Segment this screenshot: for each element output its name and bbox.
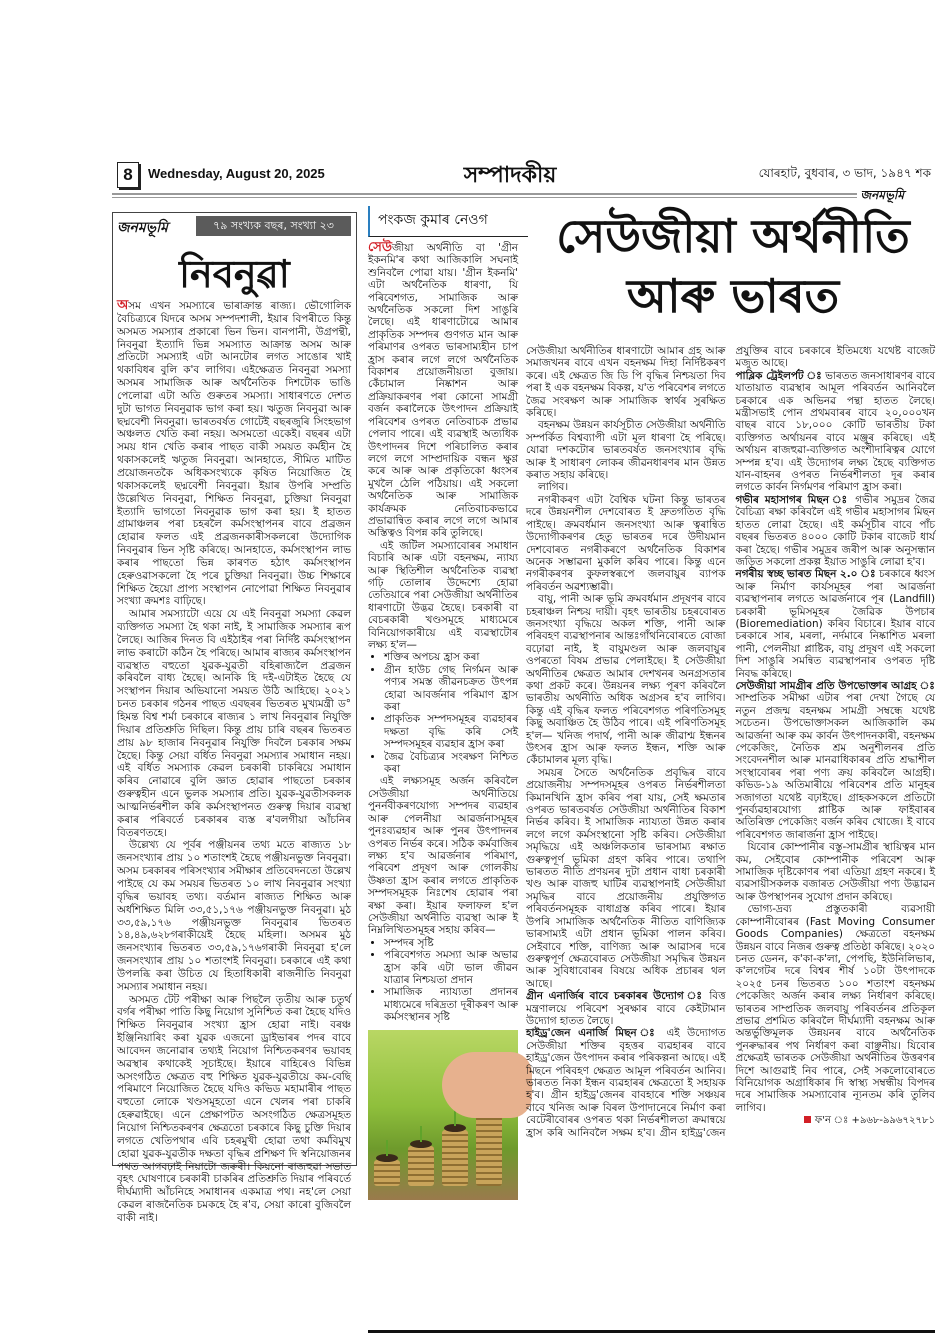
header-rule	[112, 193, 895, 195]
article-paragraph: যিবোৰ কোম্পানীৰ বস্তু-সামগ্ৰীৰ স্থায়িত্বৰ মান কম, সেইবোৰ কোম্পানীক পৰিবেশ আৰু সামাজিক দৃষ্টিকোণৰ পৰা এতিয়া গ্ৰহণ নকৰে। ই ব্যৱসায়ীসকলক বজাৰত সেউজীয়া পণ্য উদ্ভাৱন আৰু উপস্থাপনৰ সুযোগ প্ৰদান কৰিছে।	[735, 841, 935, 903]
article-paragraph: সেউজীয়া অৰ্থনীতিৰ ধাৰণাটো আমাৰ গ্ৰহ আৰু সমাজখনৰ বাবে এখন বহনক্ষম দিহা নিৰ্দিষ্টকৰণ কৰে। এই ক্ষেত্ৰত জি ডি পি বৃদ্ধিৰ নিশ্চয়তা দিব পৰা ই এক বহনক্ষম বিকল্প, য'ত পৰিবেশৰ লগতে জৈৱ সংৰক্ষণ আৰু সামাজিক স্বাৰ্থৰ সুৰক্ষিত কৰিছে।	[526, 345, 726, 420]
date-assamese: যোৰহাট, বুধবাৰ, ৩ ভাদ, ১৯৪৭ শক	[758, 166, 931, 180]
benefits-list	[368, 937, 518, 1024]
editorial-paragraph: উল্লেখ্য যে পূৰ্বৰ পঞ্জীয়নৰ তথ্য মতে ৰাজ্যত ১৮ জনসংখ্যাৰ প্ৰায় ১০ শতাংশই হৈছে পঞ্জীয়নভুক্ত নিবনুৱা। অসম চৰকাৰৰ পৰিসংখ্যাৰ সমীক্ষাৰ প্ৰতিবেদনতো উল্লেখ পাইছে যে কম সময়ৰ ভিতৰত ১০ লাখ নিবনুৱাৰ সংখ্যা বৃদ্ধিৰ ভয়াবহ তথ্য। বৰ্তমান ৰাজ্যত শিক্ষিত আৰু অৰ্ধশিক্ষিত মিলি ৩৩,৫১,১৭৬ পঞ্জীয়নভুক্ত নিবনুৱা। মুঠ ৩৩,৫৯,১৭৬ পঞ্জীয়নভুক্ত নিবনুৱাৰ ভিতৰত ১৪,৪৯,৬২৮গৰাকীয়েই হৈছে মহিলা। অসমৰ মুঠ জনসংখ্যাৰ ভিতৰত ৩৩,৫৯,১৭৬গৰাকী নিবনুৱা হ'লে জনসংখ্যাৰ প্ৰায় ১০ শতাংশই নিবনুৱা। চৰকাৰে এই কথা উপলব্ধি কৰা উচিত যে হিতাধিকাৰী ৰাজনীতি নিবনুৱা সমস্যাৰ সমাধান নহয়।	[117, 839, 351, 993]
red-square-icon	[804, 1116, 811, 1123]
page-number: 8	[117, 162, 139, 188]
editorial-body	[117, 298, 351, 1224]
article-paragraph: এই লক্ষ্যসমূহ অৰ্জন কৰিবলৈ সেউজীয়া অৰ্থনীতিয়ে পুনৰ্নবীকৰণযোগ্য সম্পদৰ ব্যৱহাৰ আৰু পেলনীয়া আৱৰ্জনাসমূহৰ পুনঃব্যৱহাৰ আৰু পুনৰ উৎপাদনৰ ওপৰত নিৰ্ভৰ কৰে। সঠিক কৰ্মবাজিৰ লক্ষ্য হ'ব আৱৰ্জনাৰ পৰিমাণ, পৰিবেশ প্ৰদূষণ আৰু গোলকীয় উষ্ণতা হ্ৰাস কৰাৰ লগতে প্ৰাকৃতিক সম্পদসমূহক নিঃশেষ হোৱাৰ পৰা ৰক্ষা কৰা। ইয়াৰ ফলাফল হ'ল সেউজীয়া অৰ্থনীতি ব্যৱস্থা আৰু ই নিম্নলিখিতসমূহৰ সহায় কৰিব—	[368, 775, 518, 937]
article-paragraph: বহনক্ষম উন্নয়ন কাৰ্যসূচীত সেউজীয়া অৰ্থনীতি সম্পৰ্কিত বিশ্বব্যাপী এটা মূল ধাৰণা হৈ পৰিছে। যোৱা দশকটোৰ ভাৰতবৰ্ষত জনসংখ্যাৰ বৃদ্ধি আৰু ই সাধাৰণ লোকৰ জীৱনধাৰণৰ মান উন্নত কৰাত সহায় কৰিছে।	[526, 419, 726, 482]
list-item: • প্ৰাকৃতিক সম্পদসমূহৰ ব্যৱহাৰৰ দক্ষতা বৃদ্ধি কৰি সেই সম্পদসমূহৰ ব্যৱহাৰ হ্ৰাস কৰা	[384, 713, 518, 750]
article-paragraph: এই জটিল সমস্যাবোৰৰ সমাধান বিচাৰি আৰু এটা বহনক্ষম, ন্যায্য আৰু স্থিতিশীল অৰ্থনৈতিক ব্যৱস্থা গঢ়ি তোলাৰ উদ্দেশ্যে হোৱা তেতিয়াৰে পৰা সেউজীয়া অৰ্থনীতিৰ ধাৰণাটো উদ্ভৱ হৈছে। চৰকাৰী বা বেচৰকাৰী খণ্ডসমূহে মাধ্যমেৰে বিনিয়োগকাৰীয়ে এই ব্যৱস্থাটোৰ লক্ষ্য হ'ল—	[368, 539, 518, 651]
subheading: নগৰীয় স্বচ্ছ ভাৰত মিছন ২.০ ঃ	[735, 568, 876, 581]
article-paragraph: গ্ৰীন এনাৰ্জিৰ বাবে চৰকাৰৰ উদ্যোগ ঃ বিত্ত মন্ত্ৰণালয়ে পৰিবেশ সুৰক্ষাৰ বাবে কেইটামান উদ্যোগ হাতত লৈছে।	[526, 990, 726, 1027]
article-paragraph: সেউজীয়া সামগ্ৰীৰ প্ৰতি উপভোক্তাৰ আগ্ৰহ ঃ সাম্প্ৰতিক সমীক্ষা এটাৰ পৰা দেখা গৈছে যে নতুন প্ৰজন্ম বহনক্ষম সামগ্ৰী সম্বন্ধে যথেষ্ট সচেতন। উপভোক্তাসকল আজিকালি কম আৱৰ্জনা আৰু কম কাৰ্বন উৎপাদনকাৰী, বহনক্ষম পেকেজিং, নৈতিক শ্ৰম অনুশীলনৰ প্ৰতি সংবেদনশীল আৰু মানৱাধিকাৰৰ প্ৰতি শ্ৰদ্ধাশীল সংস্থাবোৰৰ পৰা পণ্য ক্ৰয় কৰিবলৈ আগ্ৰহী। কভিড-১৯ অতিমাৰীয়ে পৰিবেশৰ প্ৰতি মানুহৰ সজাগতা যথেষ্ট বঢ়াইছে। গ্ৰাহকসকলে প্ৰতিটো পুনৰ্ব্যৱহাৰযোগ্য প্লাষ্টিক আৰু ফাইবাৰৰ অতিৰিক্ত পেকেজিং বৰ্জন কৰিব খোজে। ই বাবে পৰিবেশগত জাৰাৰ্জনা হ্ৰাস পাইছে।	[735, 679, 935, 841]
header-rule-thin	[112, 197, 895, 198]
article-paragraph: নগৰীয় স্বচ্ছ ভাৰত মিছন ২.০ ঃ চৰকাৰে ধ্বংস আৰু নিৰ্মাণ কাৰ্যসমূহৰ পৰা আৱৰ্জনা ব্যৱস্থাপনাৰ লগতে আৱৰ্জনাৰে পূৰ (Landfill) চৰকাৰী ভূমিসমূহৰ জৈৱিক উপচাৰ (Bioremediation) কৰিব বিচাৰে। ইয়াৰ বাবে চৰকাৰে সাৰ, মৰলা, নৰ্দমাৰে নিষ্কাশিত মৰলা পানী, পেলনীয়া প্লাষ্টিক, বায়ু প্ৰদূষণ এই সকলো দিশ সাঙুৰি সমন্বিত ব্যৱস্থাপনাৰ ওপৰত দৃষ্টি নিবদ্ধ কৰিছে।	[735, 568, 935, 680]
headline-line-1: সেউজীয়া অৰ্থনীতি	[556, 209, 910, 263]
author-byline: পংকজ কুমাৰ নেওগ	[368, 206, 528, 237]
article-col-a	[368, 242, 518, 1200]
article-paragraph: লাগিব।	[538, 481, 569, 494]
list-item: • সম্পদৰ সৃষ্টি	[384, 937, 518, 949]
article-paragraph: সেউজীয়া অৰ্থনীতি বা 'গ্ৰীন ইকনমি'ৰ কথা আজিকালি সঘনাই শুনিবলৈ পোৱা যায়। 'গ্ৰীন ইকনমি' এটা অৰ্থনৈতিক ধাৰণা, যি পৰিবেশগত, সামাজিক আৰু অৰ্থনৈতিক সকলো দিশ সাঙুৰি লৈছে। এই ধাৰণাটোৱে আমাৰ প্ৰাকৃতিক সম্পদৰ গুণগত মান আৰু পৰিমাণৰ ওপৰত ভাৰসাম্যহীন চাপ হ্ৰাস কৰাৰ লগে লগে অৰ্থনৈতিক বিকাশৰ প্ৰয়োজনীয়তা বুজায়। কেঁচামাল নিষ্কাশন আৰু প্ৰক্ৰিয়াকৰণৰ পৰা কোনো সামগ্ৰী বৰ্জন কৰালৈকে উৎপাদন প্ৰক্ৰিয়াই পৰিবেশৰ ওপৰত নেতিবাচক প্ৰভাৱ পেলাব পাৰে। এই ব্যৱস্থাই অত্যধিক উৎপাদনৰ দিশে পৰিচালিত কৰাৰ লগে লগে সাম্প্ৰদায়িক বন্ধন ক্ষুণ্ণ কৰে আৰু আৰু প্ৰকৃতিকো ধ্বংসৰ মুখলৈ ঠেলি পঠিয়ায়। এই সকলো অৰ্থনৈতিক আৰু সামাজিক কাৰ্যক্ৰমক নেতিবাচকভাৱে প্ৰভাৱান্বিত কৰাৰ লগে লগে আমাৰ অস্তিত্বও বিপন্ন কৰি তুলিছে।	[368, 240, 518, 540]
subheading: পাব্লিক ট্ৰেইলৰ্পট ঃ	[735, 369, 822, 382]
goals-list	[368, 651, 518, 775]
list-item: • গ্ৰীন হাউচ গেছ নিৰ্গমন আৰু পণ্যৰ সমস্ত জীৱনচক্ৰত উৎপন্ন হোৱা আবৰ্জনাৰ পৰিমাণ হ্ৰাস কৰা	[384, 664, 518, 714]
list-item: • পৰিবেশগত সমস্যা আৰু অভাৱ হ্ৰাস কৰি এটা ভাল জীৱন যাত্ৰাৰ নিশ্চয়তা প্ৰদান	[384, 949, 518, 986]
hand-holding-sprout	[442, 1052, 532, 1118]
issue-number: ৭৯ সংখ্যক বছৰ, সংখ্যা ২৩	[196, 216, 351, 236]
coins-sprouts-photo	[368, 1030, 518, 1200]
coin-stack	[476, 1114, 502, 1186]
author-phone: ফ'ন ঃ +৯৬৮-৯৯৬৭২৭৮১	[736, 1114, 936, 1127]
editorial-paragraph: আমাৰ সমস্যাটো এয়ে যে এই নিবনুৱা সমস্যা কেৱল ব্যক্তিগত সমস্যা হৈ থকা নাই, ই সামাজিক সমস্যাৰ ৰূপ লৈছে। আজিৰ দিনত বি এইঠাইৰ পৰা নিৰ্দিষ্ট কৰ্মসংস্থাপন লাভ কৰাটো কঠিন হৈ পৰিছে। আমাৰ ৰাজ্যৰ কৰ্মসংস্থাপন ব্যৱস্থাত বহুতো যুৱক-যুৱতী বহিৰাজ্যলৈ প্ৰব্ৰজন কৰিবলৈ বাধ্য হৈছে। আনকি হি দই-এটাইত হৈছে যে সংস্থাপন দিয়াৰ অভিযানো সময়ত উঠি আহিছে। ২০২১ চনত চৰকাৰ গঠনৰ পাছত এবছৰৰ ভিতৰত মুখ্যমন্ত্ৰী ড° হিমন্ত বিশ্ব শৰ্মা চৰকাৰে ৰাজ্যৰ ১ লাখ নিবনুৱাৰ নিযুক্তি দিয়াৰ প্ৰতিশ্ৰুতি দিছিল। কিন্তু প্ৰায় চাৰি বছৰৰ ভিতৰত প্ৰায় ৯৮ হাজাৰ নিবনুৱাৰ নিযুক্তি দিবলৈ চৰকাৰ সক্ষম হৈছে। কিন্তু সেয়া বৰ্ধিত নিবনুৱা সমস্যাৰ সমাধান নহয়। এই বৰ্ধিত সমস্যাক কেৱল চৰকাৰী চাকৰিয়ে সমাধান কৰিব নোৱাৰে বুলি জ্ঞাত হোৱাৰ পাছতো চৰকাৰ গুৰুত্বহীন এনে ভুলক সমস্যাৰ প্ৰতি। যুৱক-যুৱতীসকলক আত্মনিৰ্ভৰশীল কৰি কৰ্মসংস্থাপনত গুৰুত্ব দিয়াৰ ব্যৱস্থা কৰাৰ পৰিবৰ্তে চৰকাৰৰ ব্যস্ত ৰ'বলগীয়া আঁচনিৰ বিতৰণতহে।	[117, 608, 351, 839]
subheading: গভীৰ মহাসাগৰ মিছন ঃ	[735, 493, 850, 506]
drop-cap: সেউ	[368, 240, 392, 255]
editorial-masthead-logo: জনমভূমি	[117, 220, 168, 236]
article-paragraph: সময়ৰ সৈতে অৰ্থনৈতিক প্ৰবৃদ্ধিৰ বাবে প্ৰয়োজনীয় সম্পদসমূহৰ ওপৰত নিৰ্ভৰশীলতা কিমানখিনি হ্ৰাস কৰিব পৰা যায়, সেই ক্ষমতাৰ ওপৰত ভাৰতবৰ্ষত সেউজীয়া অৰ্থনীতিৰ বিকাশ নিৰ্ভৰ কৰিব। ই সামাজিক ন্যায্যতা উন্নত কৰাৰ লগে লগে কৰ্মসংস্থানো সৃষ্টি কৰিব। সেউজীয়া সমৃদ্ধিয়ে এই অঞ্চলিকতাৰ ভাৰসাম্য ৰক্ষাত গুৰুত্বপূৰ্ণ ভূমিকা গ্ৰহণ কৰিব পাৰে। তথাপি ভাৰতত নীতি প্ৰণয়নৰ দুটা প্ৰধান বাধা চৰকাৰী খণ্ড আৰু বাজহু ঘাটিৰ ব্যৱস্থাপনাই সেউজীয়া সমৃদ্ধিৰ বাবে প্ৰয়োজনীয় প্ৰযুক্তিগত পৰিবৰ্তনসমূহক বাধাগ্ৰস্ত কৰিব পাৰে। ইয়াৰ উপৰি সামাজিক অৰ্থনৈতিক নীতিত বাণিজ্যিক ভাৰসাম্যই এটা প্ৰধান ভূমিকা পালন কৰিব। সেইবাবে শক্তি, বাণিজ্য আৰু আৱাসৰ দৰে গুৰুত্বপূৰ্ণ ক্ষেত্ৰবোৰত সেউজীয়া সমৃদ্ধিৰ উন্নয়ন আৰু সুবিধাবোৰৰ বিষয়ে অধিক প্ৰচাৰৰ থল আছে।	[526, 766, 726, 990]
subheading: সেউজীয়া সামগ্ৰীৰ প্ৰতি উপভোক্তাৰ আগ্ৰহ ঃ	[735, 679, 935, 692]
article-paragraph: গভীৰ মহাসাগৰ মিছন ঃ গভীৰ সমুদ্ৰৰ জৈৱ বৈচিত্ৰ্য ৰক্ষা কৰিবলৈ এই গভীৰ মহাসাগৰ মিছন হাতত লোৱা হৈছে। এই কৰ্মসূচীৰ বাবে পাঁচ বছৰৰ ভিতৰত ৪০০০ কোটি টকাৰ বাজেট ধাৰ্য কৰা হৈছে। গভীৰ সমুদ্ৰৰ জৰীপ আৰু অনুসন্ধান জড়িত সকলো প্ৰকল্প ইয়াত সাঙুৰি লোৱা হ'ব।	[735, 493, 936, 568]
article-paragraph: পাব্লিক ট্ৰেইলৰ্পট ঃ ভাৰতত জনসাধাৰণৰ বাবে যাতায়াত ব্যৱস্থাৰ আমূল পৰিবৰ্তন আনিবলৈ চৰকাৰে এক অভিনৱ পন্থা হাতত লৈছে। মন্ত্ৰীসভাই পোন প্ৰথমবাৰৰ বাবে ২০,০০০খন বাছৰ বাবে ১৮,০০০ কোটি ভাৰতীয় টকা ব্যক্তিগত অৰ্থায়নৰ বাবে মঞ্জুৰ কৰিছে। এই অৰ্থায়ন ৰাজহুৱা-ব্যক্তিগত অংশীদাৰিত্বৰ যোগে সম্পন্ন হ'ব। এই উদ্যোগৰ লক্ষ্য হৈছে ব্যক্তিগত যান-বাহনৰ ওপৰত নিৰ্ভৰশীলতা দূৰ কৰাৰ লগতে কাৰ্বন নিৰ্গমণৰ পৰিমাণ হ্ৰাস কৰা।	[735, 369, 935, 494]
article-paragraph: ভোগ্য-দ্ৰব্য প্ৰস্তুতকাৰী ব্যৱসায়ী কোম্পানীবোৰৰ (Fast Moving Consumer Goods Companies) ক্ষেত্ৰতো বহনক্ষম উন্নয়ন বাবে নিজৰ গুৰুত্ব প্ৰতিষ্ঠা কৰিছে। ২০২০ চনত ডেনন, ক'কা-ক'লা, পেপছি, ইউনিলিভাৰ, ক'লগেটৰ দৰে বিশ্বৰ শীৰ্ষ ১০টা উৎপাদকে ২০২৫ চনৰ ভিতৰত ১০০ শতাংশ বহনক্ষম পেকেজিং অৰ্জন কৰাৰ লক্ষ্য নিৰ্ধাৰণ কৰিছে। ভাৰতৰ সাম্প্ৰতিক জলবায়ু পৰিবৰ্তনৰ প্ৰতিকূল প্ৰভাৱ প্ৰশমিত কৰিবলৈ দীৰ্ঘম্যাদী বহনক্ষম আৰু অন্তৰ্ভুক্তিমূলক উন্নয়নৰ বাবে অৰ্থনৈতিক পুনৰুদ্ধাৰৰ পথ নিৰ্ধাৰণ কৰা বাঞ্ছনীয়। যিবোৰ প্ৰক্ষেত্ৰই ভাৰতক সেউজীয়া অৰ্থনীতিৰ উত্তৰণৰ দিশে আগুৱাই নিব পাৰে, সেই সকলোবোৰতে বিনিয়োগক অগ্ৰাধিকাৰ দি স্বাস্থ্য সম্বন্ধীয় বিপদৰ দৰে সামাজিক সমস্যাবোৰ ন্যূনতম কৰি তুলিব লাগিব।	[735, 903, 935, 1114]
editorial-paragraph: অসমত টেট পৰীক্ষা আৰু পিছলৈ তৃতীয় আৰু চতুৰ্থ বৰ্গৰ পৰীক্ষা পাতি কিছু নিয়োগ সুনিশ্চিত কৰা হৈছে যদিও শিক্ষিত নিবনুৱাৰ সংখ্যা হ্ৰাস হোৱা নাই। বৰঞ্চ ইঞ্জিনিয়াৰিং কৰা যুৱক এজনো ড্ৰাইভাৰৰ পদৰ বাবে আবেদন জনোৱাৰ তথ্যই নিয়োগ নিশ্চিতকৰণৰ ভয়াবহ অৱস্থাৰ কথাকেই সূচাইছে। ইয়াৰে বাহিৰেও বিভিন্ন অসংগঠিত ক্ষেত্ৰত বহু শিক্ষিত যুৱক-যুৱতীয়ে কম-বেছি পৰিমাণে নিয়োজিত হৈছে যদিও কভিড মহামাৰীৰ পাছত বহুতো লোকে খণ্ডসমূহতো এনে খেলৰ পৰা চাকৰি হেৰুৱাইছে। এনে প্ৰেক্ষাপটত অসংগঠিত ক্ষেত্ৰসমূহত নিয়োগ নিশ্চিতকৰণৰ ক্ষেত্ৰতো চৰকাৰে কিছু চুক্তি দিয়াৰ লগতে খেতিপথাৰ এবি চহৰমুখী হোৱা তথা কৰ্মবিমুখ হোৱা যুৱক-যুৱতীক দক্ষতা বৃদ্ধিৰ প্ৰশিক্ষণ দি স্বনিয়োজনৰ পথত আগবঢ়াই নিয়াটো জৰুৰী। কিয়নো ৰাজহুৱা সভাত বৃহৎ ঘোষণাৰে চৰকাৰী চাকৰিৰ প্ৰতিশ্ৰুতি দিয়াৰ পৰিবৰ্তে দীৰ্ঘম্যাদী আঁচনিহে সমাধানৰ একমাত্ৰ পথ। নহ'লে সেয়া কেৱল ৰাজনৈতিক চমকহে হৈ ৰ'ব, সেয়া কাৰো বুজিবলৈ বাকী নাই।	[117, 993, 351, 1224]
newspaper-logo: জনমভূমি	[857, 187, 907, 207]
list-item: • শক্তিৰ অপচয় হ্ৰাস কৰা	[384, 651, 518, 663]
article-paragraph: নগৰীকৰণ এটা বৈশ্বিক ঘটনা কিন্তু ভাৰতৰ দৰে উন্নয়নশীল দেশবোৰত ই দ্ৰুতগতিত বৃদ্ধি পাইছে। ক্ৰমবৰ্ধমান জনসংখ্যা আৰু ত্বৰান্বিত উদ্যোগীকৰণৰ হেতু ভাৰতৰ দৰে উদীয়মান দেশবোৰত নগৰীকৰণে অৰ্থনৈতিক বিকাশৰ অনেক সম্ভাৱনা মুকলি কৰিব পাৰে। কিন্তু এনে নগৰীকৰণৰ কুফলস্বৰূপে জলবায়ুৰ ব্যাপক পৰিবৰ্তন অৱশ্যম্ভাৱী।	[526, 493, 726, 593]
article-paragraph: বায়ু, পানী আৰু ভূমি ক্ৰমবৰ্ধমান প্ৰদূষণৰ বাবে চহৰাঞ্চল নিশ্চয় দায়ী। বৃহৎ ভাৰতীয় চহৰবোৰত জনসংখ্যা বৃদ্ধিয়ে অকল শক্তি, পানী আৰু পৰিবহণ ব্যৱস্থাপনাৰ আন্তঃগাঁথনিবোৰতে বোজা বঢ়োৱা নাই, ই বায়ুমণ্ডল আৰু জলবায়ুৰ ওপৰতো বিষম প্ৰভাৱ পেলাইছে। ই সেউজীয়া অৰ্থনীতিৰ ক্ষেত্ৰত আমাৰ দেশখনৰ অনগ্ৰসতাৰ কথা প্ৰকট কৰে। উন্নয়নৰ লক্ষ্য পূৰণ কৰিবলৈ ভাৰতীয় অৰ্থনীতি অধিক অগ্ৰসৰ হ'ব লাগিব। কিন্তু এই বৃদ্ধিৰ ফলত পৰিবেশগত পৰিণতিসমূহ কিছু অবাঞ্চিত হৈ উঠিব পাৰে। এই পৰিণতিসমূহ হ'ল— খনিজ পদাৰ্থ, পানী আৰু জীৱাশ্ম ইন্ধনৰ উৎসৰ হ্ৰাস আৰু ফলত ইন্ধন, শক্তি আৰু কেঁচামালৰ মূল্য বৃদ্ধি।	[526, 593, 726, 767]
coin-stack	[374, 1160, 400, 1186]
subheading: গ্ৰীন এনাৰ্জিৰ বাবে চৰকাৰৰ উদ্যোগ ঃ	[526, 990, 704, 1003]
article-headline	[528, 206, 938, 326]
list-item: • জৈৱ বৈচিত্ৰ্যৰ সংৰক্ষণ নিশ্চিত কৰা	[384, 751, 518, 776]
list-item: • সামাজিক ন্যায্যতা প্ৰদানৰ মাধ্যমেৰে দৰিদ্ৰতা দূৰীকৰণ আৰু কৰ্মসংস্থানৰ সৃষ্টি	[384, 986, 518, 1023]
drop-cap: অ	[117, 298, 129, 313]
subheading: হাইড্ৰ'জেন এনাৰ্জি মিছন ঃ	[526, 1027, 659, 1040]
article-bottom-rule	[368, 1330, 935, 1333]
coin-stack	[442, 1130, 468, 1186]
editorial-paragraph: অসম এখন সমস্যাৰে ভাৰাক্ৰান্ত ৰাজ্য। ভৌগোলিক বৈচিত্ৰ্যৰে যিদৰে অসম সম্পদশালী, ইয়াৰ বিপৰীতে কিন্তু অসমত সমস্যাৰ প্ৰকাৰো ভিন ভিন। বানপানী, উগ্ৰপন্থী, নিবনুৱা ইত্যাদি ভিন্ন সমস্যাত আক্ৰান্ত অসম আৰু প্ৰতিটো সমস্যাই এটা আনটোৰ লগত সাঙোৰ খাই থকাবিধৰ বুলি ক'ব লাগিব। এইক্ষেত্ৰত নিবনুৱা সমস্যা অসমৰ সামাজিক আৰু অৰ্থনৈতিক দিশটোক ভাঙি পেলোৱা এটা অতি গুৰুতৰ সমস্যা। সাধাৰণতে দেশত দুটা ভাগত নিবনুৱাক ভাগ কৰা হয়। ঋতুজ নিবনুৱা আৰু ছদ্মবেশী নিবনুৱা। ভাৰতবৰ্ষত গোটেই বছৰজুৰি সিংহভাগ অঞ্চলত খেতি কৰা নহয়। অসমতো একেই। বছৰৰ এটা সময় ধান খেতি কৰাৰ পাছত বাকী সময়ত কৰ্মহীন হৈ থকাসকলেই ঋতুজ নিবনুৱা। আনহাতে, সীমিত মাটিত প্ৰয়োজনতকৈ অধিকসংখ্যকে কৃষিত নিয়োজিত হৈ থকাসকলেই ছদ্মবেশী নিবনুৱা। ইয়াৰ উপৰি সম্প্ৰতি উল্লেখিত নিবনুৱা, শিক্ষিত নিবনুৱা, চুক্তিয়া নিবনুৱা ইত্যাদি ভাগতো নিবনুৱাক ভাগ কৰা হয়। ই হাতত গ্ৰামাঞ্চলৰ পৰা চহৰলৈ কৰ্মসংস্থাপনৰ বাবে প্ৰব্ৰজন হোৱাৰ ফলত এই প্ৰব্ৰজনকাৰীসকলৰো উদ্যোগিক নিবনুৱাৰ ভিন সৃষ্টি কৰিছে। আনহাতে, কৰ্মসংস্থাপন লাভ কৰাৰ পাছতো ভিন্ন কাৰণত হঠাৎ কৰ্মসংস্থাপন হেৰুওৱাসকলো হৈ পৰে চুক্তিয়া নিবনুৱা। উচ্চ শিক্ষাৰে শিক্ষিত হৈয়ো প্ৰাপ্য সংস্থাপন নোপোৱা শিক্ষিত নিবনুৱাৰ সংখ্যা ক্ৰমশঃ বাঢ়িছে।	[117, 298, 351, 608]
editorial-title: নিবনুৱা	[179, 252, 290, 296]
article-paragraph: হাইড্ৰ'জেন এনাৰ্জি মিছন ঃ এই উদ্যোগত সেউজীয়া শক্তিৰ বৃহত্তৰ ব্যৱহাৰৰ বাবে হাইড্ৰ'জেন উৎপাদন কৰাৰ পৰিকল্পনা আছে। এই মিছনে পৰিবহণ ক্ষেত্ৰত আমূল পৰিবৰ্তন আনিব। ভাৰতত নিকা ইন্ধন ব্যৱহাৰৰ ক্ষেত্ৰতো ই সহায়ক হ'ব। গ্ৰীন হাইড্ৰ'জেনৰ বাবহাৰে শক্তি সঞ্চয়ৰ বাবে খনিজ আৰু বিৰল উপাদানেৰে নিৰ্মাণ কৰা বেটেৰীবোৰৰ ওপৰত থকা নিৰ্ভৰশীলতা ক্ৰমান্বয়ে হ্ৰাস কৰি আনিবলৈ সক্ষম হ'ব। গ্ৰীন হাইড্ৰ'জেন প্ৰযুক্তিৰ বাবে চৰকাৰে ইতিমধ্যে যথেষ্ট বাজেট মজুত আছে।	[526, 345, 935, 1139]
coin-stack	[408, 1146, 434, 1186]
headline-line-2: আৰু ভাৰত	[626, 269, 840, 323]
date-english: Wednesday, August 20, 2025	[148, 166, 325, 181]
article-col-b-c	[526, 345, 935, 1139]
section-title: সম্পাদকীয়	[463, 163, 557, 188]
